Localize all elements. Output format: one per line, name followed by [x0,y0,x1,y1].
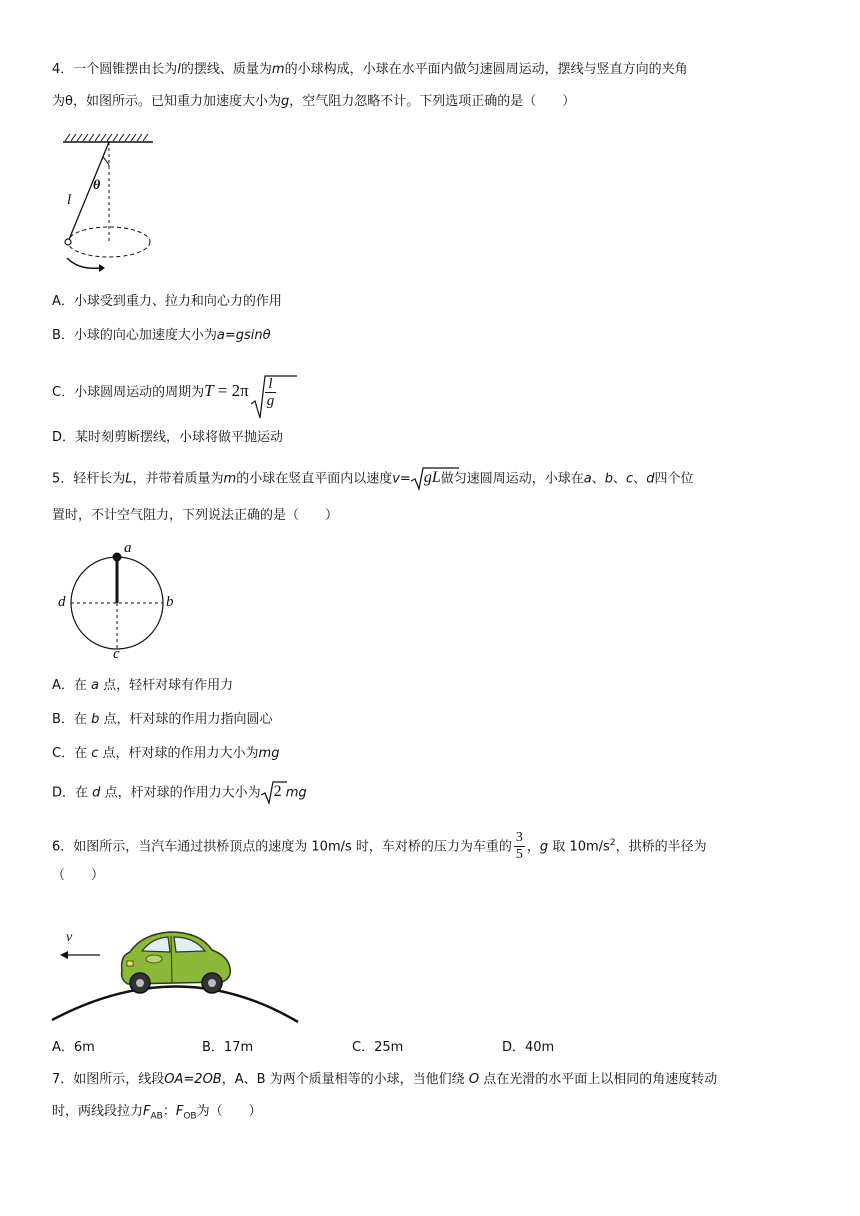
q7-var-F: F [175,1104,184,1119]
q6-text: ， [526,839,540,855]
q7-stem-line1 [52,1070,717,1090]
q6-option-a: A．6m [52,1040,95,1055]
q4-option-c-text: C．小球圆周运动的周期为 [52,385,205,400]
q5-sep: 、 [633,471,647,487]
q7-text: ： [162,1104,176,1119]
q4-option-c-eq: = 2π [213,381,249,400]
q7-stem-line2 [52,1102,262,1127]
q7-text: 点在光滑的水平面上以相同的角速度转动 [483,1072,718,1087]
q4-option-a [52,292,282,312]
q5-sep: 、 [613,471,627,487]
q4-text: 4．一个圆锥摆由长为 [52,62,178,77]
q5-text: 点，杆对球的作用力大小为 [102,746,259,761]
q5-text: 点，杆对球的作用力指向圆心 [103,712,273,727]
q5-point-a: a [583,471,592,487]
q4-option-b-formula: a=gsinθ [216,328,271,343]
q6-stem-line2 [52,866,104,886]
q5-text: 点，杆对球的作用力大小为 [104,785,261,801]
q5-pt: d [92,785,101,801]
car-icon [122,932,231,993]
q5-fig-label-d: d [58,594,66,610]
frac-den: g [266,393,275,409]
q5-var-L: L [125,471,133,487]
q4-fig-theta-label: θ [93,178,101,193]
q4-option-d-text: D．某时刻剪断摆线，小球将做平抛运动 [52,430,284,445]
q5-text: 做匀速圆周运动，小球在 [440,471,584,487]
q7-var-OA: OA=2OB [164,1072,222,1087]
q4-option-a-text: A．小球受到重力、拉力和向心力的作用 [52,294,282,309]
q7-var-F: F [143,1104,151,1119]
q5-var-v: v= [392,471,411,487]
q5-text: ，并带着质量为 [132,471,224,487]
q5-sep: 、 [591,471,605,487]
q6-option-d: D．40m [502,1040,555,1055]
q5-text: 5．轻杆长为 [52,471,126,487]
q5-text: B．在 [52,712,87,727]
frac-num: l [265,376,277,393]
q4-stem-line2 [52,92,575,112]
q5-var-m: m [223,471,237,487]
sqrt-sign-icon [261,781,287,805]
frac-den: 5 [515,847,523,863]
q5-text: C．在 [52,746,88,761]
q6-text: 6．如图所示，当汽车通过拱桥顶点的速度为 10m/s 时，车对桥的压力为车重的 [52,839,512,855]
q4-var-m: m [271,62,285,77]
q4-conical-pendulum-figure [55,130,165,280]
q5-sqrt-body: 2 [273,783,282,800]
q5-stem-line2 [52,506,338,526]
q5-pt: b [91,712,100,727]
q4-var-g: g [280,94,290,109]
q7-var-O: O [468,1072,480,1087]
q7-sub: OB [183,1111,197,1122]
frac-num: 3 [515,830,523,846]
q6-car-on-bridge-figure [50,922,305,1027]
q5-text: 四个位 [654,471,694,487]
q5-option-a [52,676,233,696]
q6-sup: 2 [609,838,616,848]
q7-text: 7．如图所示，线段 [52,1072,165,1087]
q7-text: 时，两线段拉力 [52,1104,144,1119]
q4-text: 的摆线、质量为 [180,62,272,77]
q5-text: D．在 [52,785,89,801]
q5-text: 的小球在竖直平面内以速度 [236,471,393,487]
q5-pt: a [91,678,100,693]
q5-option-d [52,782,307,804]
q5-text: 点，轻杆对球有作用力 [103,678,234,693]
q4-option-b [52,326,271,346]
q5-stem-line1 [52,468,693,490]
q5-val: mg [258,746,280,761]
q5-pt: c [91,746,99,761]
sqrt-sign-icon [411,467,459,491]
q6-text: ，拱桥的半径为 [615,839,707,855]
sqrt-sign-icon [251,374,297,420]
q5-point-c: c [626,471,634,487]
q7-text: ，A、B 为两个质量相等的小球，当他们绕 [221,1072,465,1087]
q5-val: mg [285,785,307,801]
q5-fig-label-b: b [166,594,174,610]
q6-text: 取 10m/s [552,839,610,855]
q5-fig-label-c: c [113,646,120,662]
q6-var-g: g [539,839,549,855]
q4-option-d [52,428,283,448]
q5-option-b [52,710,272,730]
q5-point-b: b [604,471,613,487]
q5-sqrt-gL [411,468,441,490]
q5-option-d-sqrt [261,782,282,804]
q4-stem-line1 [52,60,688,80]
q5-text: 置时，不计空气阻力，下列说法正确的是（ ） [52,508,339,523]
q4-option-c [52,376,278,409]
q5-point-d: d [646,471,655,487]
q4-text: ，空气阻力忽略不计。下列选项正确的是（ ） [289,94,576,109]
q4-option-c-sqrt [251,376,279,409]
q4-option-b-text: B．小球的向心加速度大小为 [52,328,217,343]
q4-var-l: l [177,62,181,77]
q6-fraction [514,830,525,863]
q6-text: （ ） [52,868,105,883]
q5-sqrt-body: gL [423,469,441,486]
q6-option-c: C．25m [352,1040,404,1055]
q6-stem-line1 [52,826,707,864]
q4-text: 的小球构成，小球在水平面内做匀速圆周运动，摆线与竖直方向的夹角 [284,62,688,77]
q5-option-c [52,744,279,764]
q4-text: 为θ，如图所示。已知重力加速度大小为 [52,94,281,109]
q7-sub: AB [150,1111,163,1122]
q7-text: 为（ ） [196,1104,262,1119]
q5-text: A．在 [52,678,87,693]
q4-option-c-T: T [204,381,214,400]
q6-option-b: B．17m [202,1040,254,1055]
q4-fig-l-label: l [67,192,72,208]
q5-fig-label-a: a [124,540,132,556]
q6-fig-v-label: v [66,930,73,945]
